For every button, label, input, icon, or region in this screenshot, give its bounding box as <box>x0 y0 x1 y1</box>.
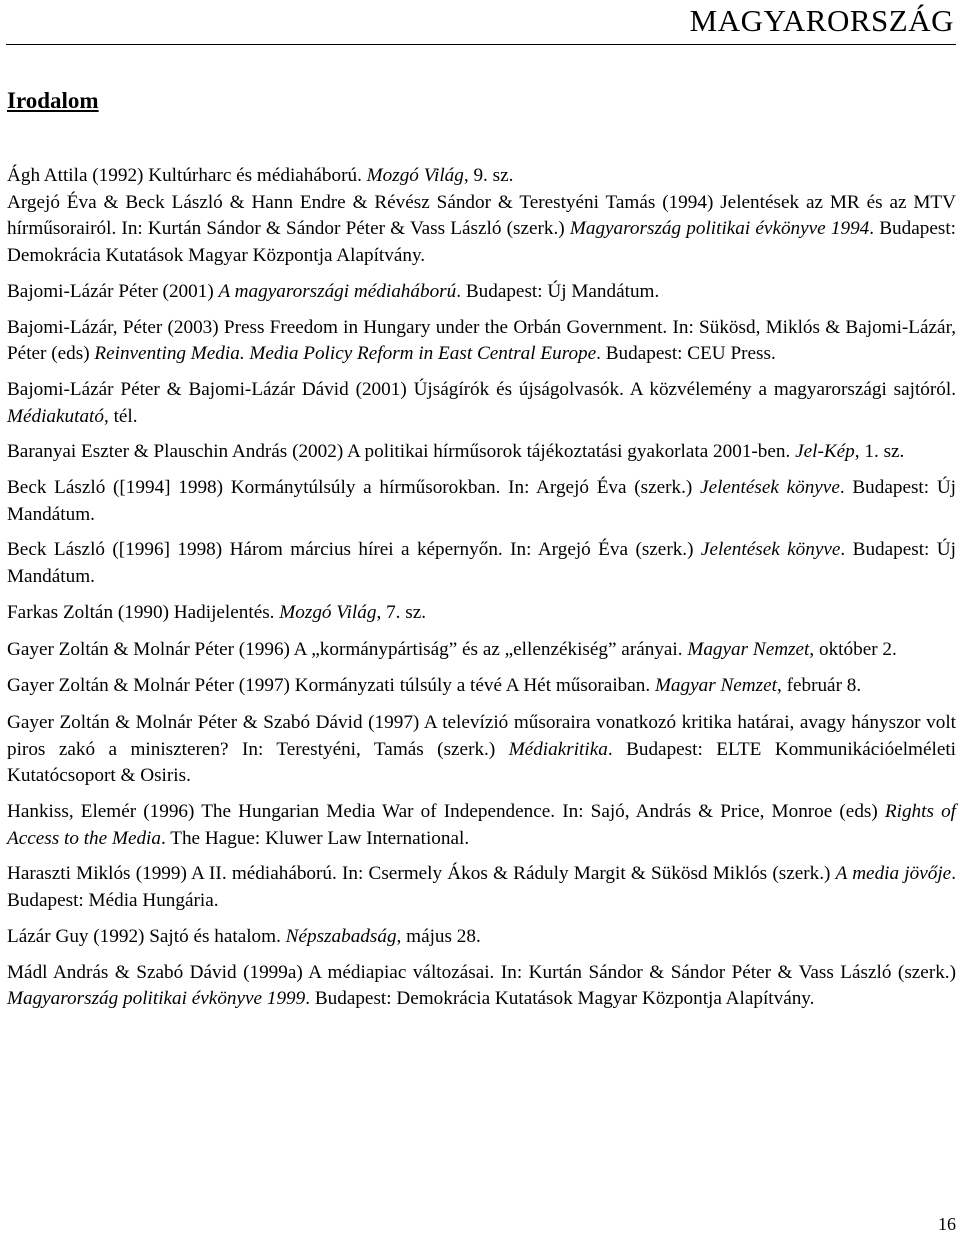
reference-title: Magyar Nemzet <box>687 638 810 660</box>
reference-text: . Budapest: Demokrácia Kutatások Magyar Központja Alapítvány. <box>305 988 815 1010</box>
reference-entry <box>7 475 956 528</box>
reference-title: Reinventing Media. Media Policy Reform in East Central Europe <box>94 343 597 365</box>
reference-entry <box>7 537 956 590</box>
reference-text: Farkas Zoltán (1990) Hadijelentés. <box>7 601 280 623</box>
reference-entry <box>7 710 956 790</box>
reference-text: Bajomi-Lázár Péter & Bajomi-Lázár Dávid (2001) Újságírók és újságolvasók. A közvélemény a magyarországi sajtóról. <box>7 378 956 400</box>
reference-text: . Budapest: Új Mandátum. <box>7 477 957 525</box>
reference-entry <box>7 861 956 914</box>
reference-title: A media jövője <box>835 863 952 885</box>
reference-title: Magyarország politikai évkönyve 1994 <box>569 218 870 240</box>
reference-text: Mádl András & Szabó Dávid (1999a) A médiapiac változásai. In: Kurtán Sándor & Sándor Péter & Vass László (szerk.) <box>7 961 956 983</box>
reference-text: Gayer Zoltán & Molnár Péter (1996) A „kormánypártiság” és az „ellenzékiség” arányai. <box>7 638 688 660</box>
reference-text: , február 8. <box>776 675 862 697</box>
reference-text: Argejó Éva & Beck László & Hann Endre & Révész Sándor & Terestyéni Tamás (1994) Jelentések az MR és az MTV hírműsorairól. In: Kurtán Sándor & Sándor Péter & Vass László (szerk.) <box>7 191 956 240</box>
reference-entry <box>7 960 956 1013</box>
reference-text: Beck László ([1996] 1998) Három március hírei a képernyőn. In: Argejó Éva (szerk.) <box>7 539 701 561</box>
reference-text: . Budapest: ELTE Kommunikációelméleti Kutatócsoport & Osiris. <box>7 738 956 787</box>
reference-text: . The Hague: Kluwer Law International. <box>160 827 470 849</box>
reference-text: , 1. sz. <box>854 441 905 463</box>
reference-title: Rights of Access to the Media <box>7 801 956 849</box>
reference-text: . Budapest: Média Hungária. <box>7 863 956 912</box>
reference-text: , május 28. <box>396 925 481 947</box>
reference-entry <box>7 600 956 627</box>
reference-text: Haraszti Miklós (1999) A II. médiaháború. In: Csermely Ákos & Ráduly Margit & Sükösd Miklós (szerk.) <box>7 863 836 885</box>
reference-text: Ágh Attila (1992) Kultúrharc és médiaháború. <box>7 165 367 186</box>
reference-entry <box>7 315 956 368</box>
reference-list <box>7 163 956 1013</box>
reference-title: Médiakritika <box>508 738 608 760</box>
reference-entry <box>7 799 956 852</box>
reference-text: Beck László ([1994] 1998) Kormánytúlsúly a hírműsorokban. In: Argejó Éva (szerk.) <box>7 477 701 499</box>
header-divider <box>6 44 956 45</box>
reference-text: . Budapest: CEU Press. <box>596 343 776 365</box>
reference-text: , 7. sz. <box>376 601 427 623</box>
reference-text: , 9. sz. <box>463 165 514 186</box>
reference-title: Magyarország politikai évkönyve 1999 <box>7 988 306 1010</box>
reference-text: . Budapest: Demokrácia Kutatások Magyar Központja Alapítvány. <box>7 218 956 267</box>
reference-title: Magyar Nemzet <box>654 675 777 697</box>
reference-entry <box>7 439 956 466</box>
reference-entry <box>7 637 956 664</box>
reference-entry <box>7 924 956 951</box>
reference-entry <box>7 190 956 270</box>
reference-entry <box>7 377 956 430</box>
reference-title: Jelentések könyve <box>700 477 840 499</box>
page-number: 16 <box>938 1214 956 1234</box>
reference-text: Lázár Guy (1992) Sajtó és hatalom. <box>7 925 286 947</box>
reference-text: Baranyai Eszter & Plauschin András (2002) A politikai hírműsorok tájékoztatási gyakorlata 2001-ben. <box>7 441 796 463</box>
reference-entry <box>7 163 956 190</box>
reference-entry <box>7 673 956 700</box>
reference-title: Mozgó Világ <box>366 165 464 186</box>
running-header-title: MAGYARORSZÁG <box>689 3 954 38</box>
reference-title: Jelentések könyve <box>700 539 841 561</box>
reference-text: , október 2. <box>809 638 897 660</box>
reference-text: . Budapest: Új Mandátum. <box>456 280 660 302</box>
reference-title: Médiakutató <box>7 405 104 427</box>
reference-text: Gayer Zoltán & Molnár Péter & Szabó Dávid (1997) A televízió műsoraira vonatkozó kritika határai, avagy hányszor volt piros zakó a miniszteren? In: Terestyéni, Tamás (szerk.) <box>7 711 956 760</box>
reference-text: Bajomi-Lázár, Péter (2003) Press Freedom in Hungary under the Orbán Government. In: Sükösd, Miklós & Bajomi-Lázár, Péter (eds) <box>7 316 956 365</box>
reference-title: Népszabadság <box>285 925 397 947</box>
reference-title: A magyarországi médiaháború <box>218 280 457 302</box>
reference-entry <box>7 279 956 306</box>
reference-text: , tél. <box>103 405 138 427</box>
reference-text: Hankiss, Elemér (1996) The Hungarian Media War of Independence. In: Sajó, András & Price, Monroe (eds) <box>7 801 885 823</box>
reference-text: Bajomi-Lázár Péter (2001) <box>7 280 219 302</box>
reference-text: . Budapest: Új Mandátum. <box>7 539 956 588</box>
section-heading: Irodalom <box>7 88 99 113</box>
reference-title: Jel-Kép <box>795 441 855 463</box>
reference-text: Gayer Zoltán & Molnár Péter (1997) Kormányzati túlsúly a tévé A Hét műsoraiban. <box>7 675 655 697</box>
reference-title: Mozgó Világ <box>279 601 377 623</box>
